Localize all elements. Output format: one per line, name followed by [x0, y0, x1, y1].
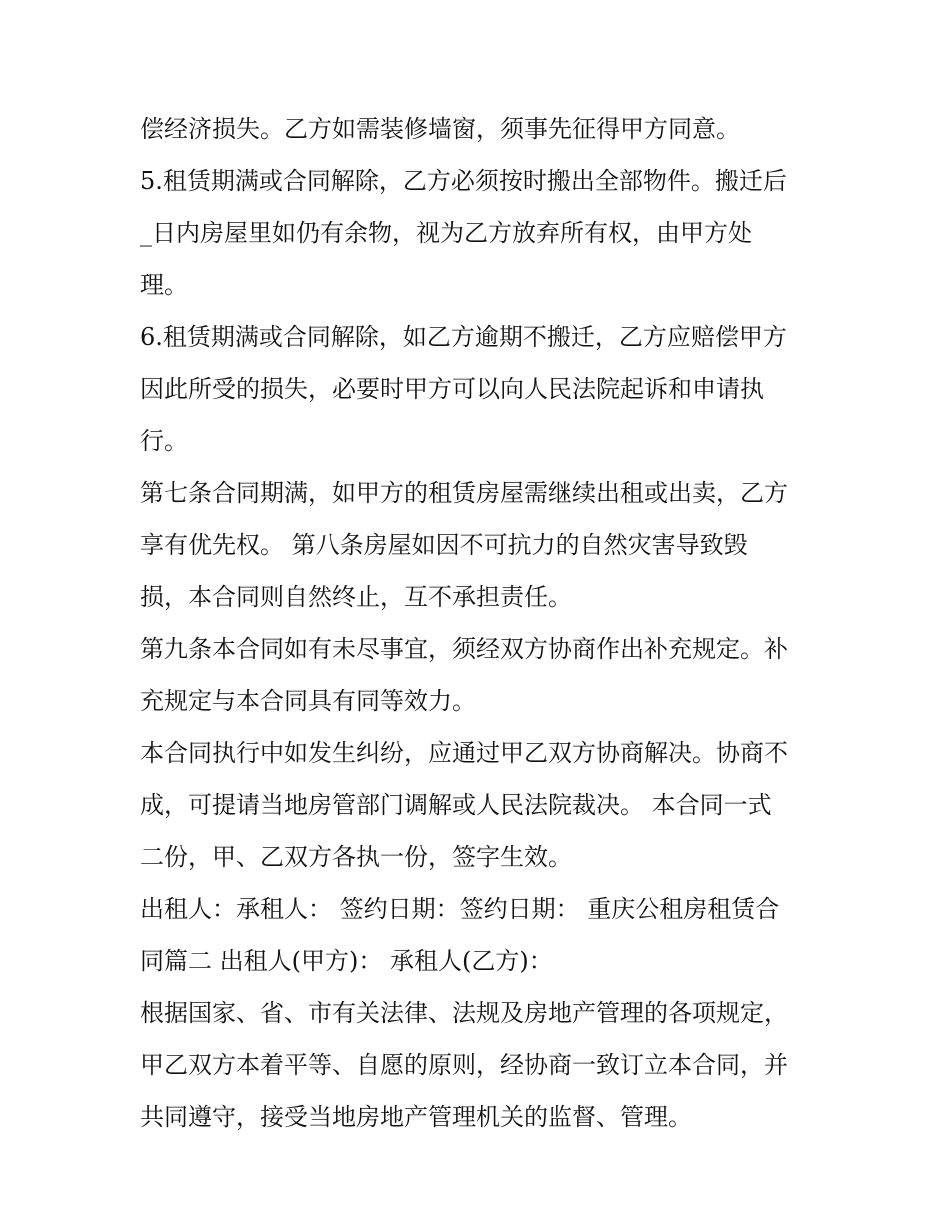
- text-line: 同篇二 出租人(甲方)： 承租人(乙方)：: [140, 947, 553, 975]
- text-line: 充规定与本合同具有同等效力。: [140, 687, 476, 715]
- text-line: 行。: [140, 427, 188, 455]
- text-line: 共同遵守，接受当地房地产管理机关的监督、管理。: [140, 1103, 692, 1131]
- text-line: 出租人：承租人： 签约日期：签约日期： 重庆公租房租赁合: [140, 895, 780, 923]
- text-line: 第七条合同期满，如甲方的租赁房屋需继续出租或出卖，乙方: [140, 479, 788, 507]
- text-line: 理。: [140, 271, 188, 299]
- text-line: 因此所受的损失，必要时甲方可以向人民法院起诉和申请执: [140, 375, 764, 403]
- text-line: 6.租赁期满或合同解除，如乙方逾期不搬迁，乙方应赔偿甲方: [140, 323, 787, 351]
- text-line: _日内房屋里如仍有余物，视为乙方放弃所有权，由甲方处: [140, 219, 752, 247]
- text-line: 二份，甲、乙双方各执一份，签字生效。: [140, 843, 572, 871]
- text-line: 损，本合同则自然终止，互不承担责任。: [140, 583, 572, 611]
- text-line: 本合同执行中如发生纠纷，应通过甲乙双方协商解决。协商不: [140, 739, 788, 767]
- text-line: 第九条本合同如有未尽事宜，须经双方协商作出补充规定。补: [140, 635, 788, 663]
- text-line: 偿经济损失。乙方如需装修墙窗，须事先征得甲方同意。: [140, 115, 740, 143]
- contract-text: [140, 107, 820, 1147]
- text-line: 成，可提请当地房管部门调解或人民法院裁决。 本合同一式: [140, 791, 772, 819]
- text-line: 5.租赁期满或合同解除，乙方必须按时搬出全部物件。搬迁后: [140, 167, 787, 195]
- text-line: 甲乙双方本着平等、自愿的原则，经协商一致订立本合同，并: [140, 1051, 788, 1079]
- text-line: 根据国家、省、市有关法律、法规及房地产管理的各项规定，: [140, 999, 788, 1027]
- text-line: 享有优先权。 第八条房屋如因不可抗力的自然灾害导致毁: [140, 531, 748, 559]
